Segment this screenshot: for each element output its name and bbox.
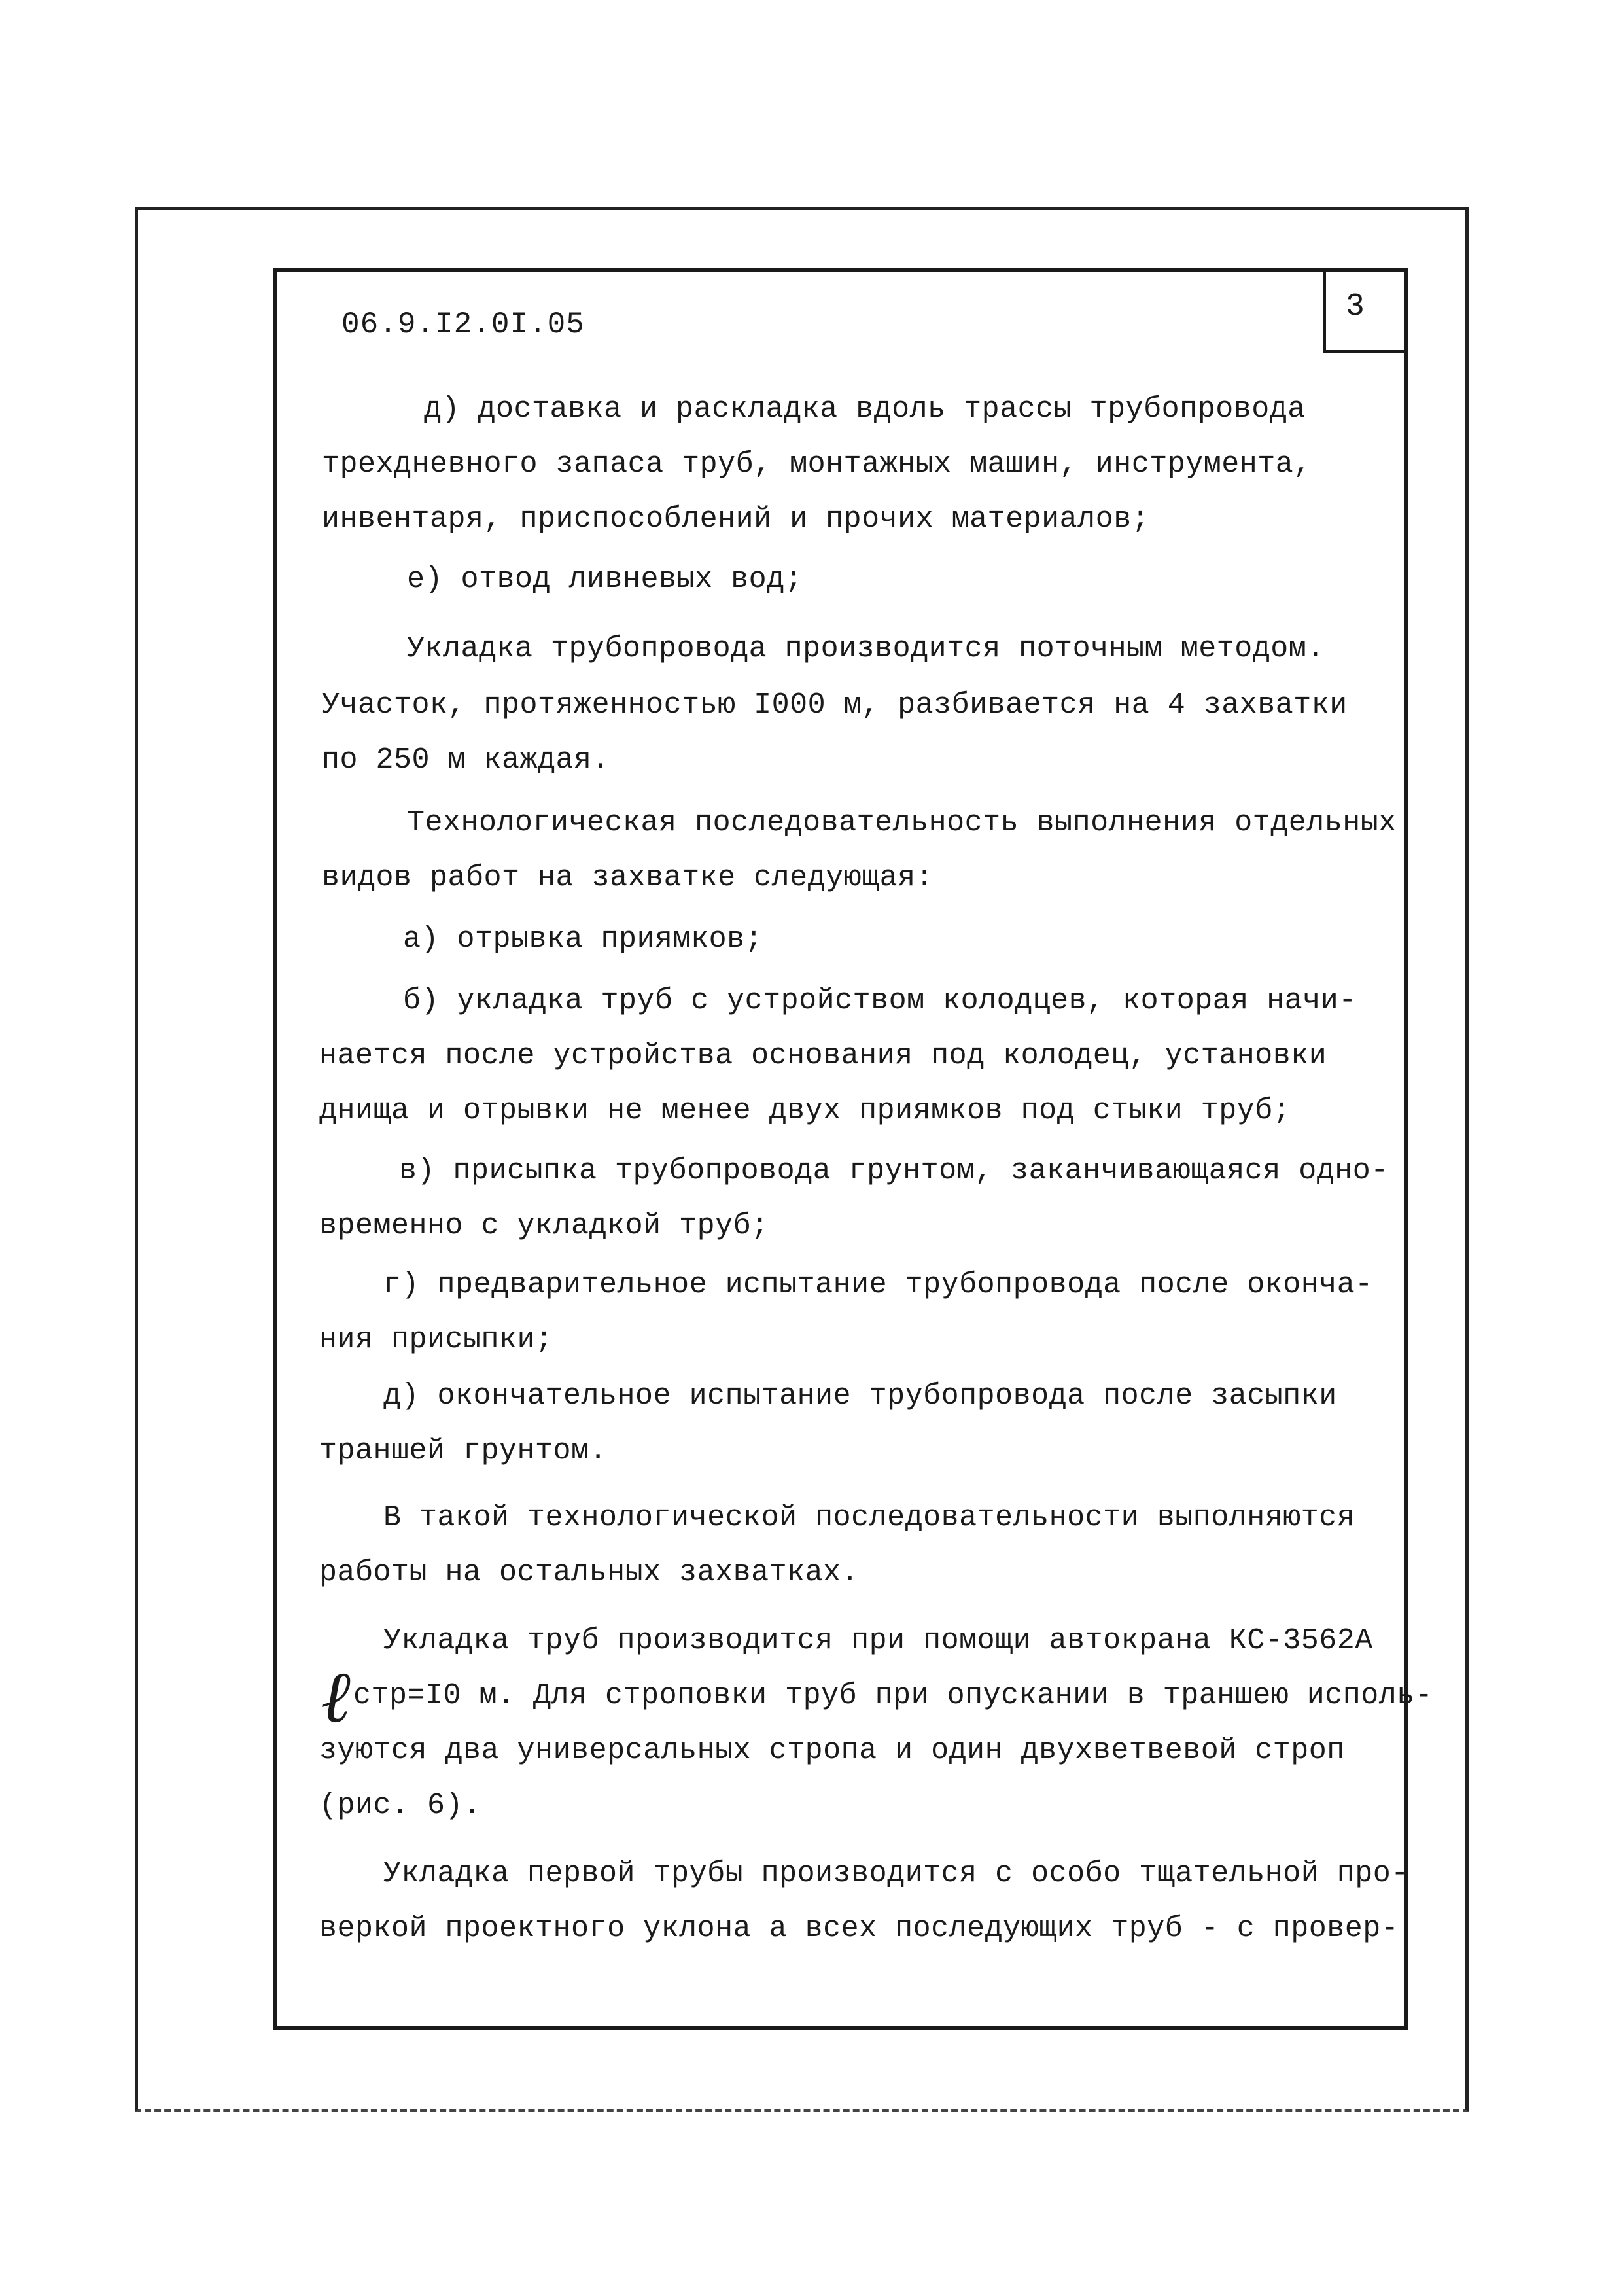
text-line: д) доставка и раскладка вдоль трассы трубопровода xyxy=(424,393,1306,426)
text-line: Укладка трубопровода производится поточным методом. xyxy=(407,632,1325,665)
text-line: б) укладка труб с устройством колодцев, которая начи- xyxy=(403,984,1357,1017)
page-number-box xyxy=(1323,272,1405,353)
text-line: инвентаря, приспособлений и прочих материалов; xyxy=(322,503,1150,536)
text-line: работы на остальных захватках. xyxy=(319,1556,860,1589)
text-line: зуются два универсальных стропа и один двухветвевой строп xyxy=(319,1734,1345,1767)
text-line: а) отрывка приямков; xyxy=(403,923,763,956)
text-line: по 250 м каждая. xyxy=(322,743,610,777)
text-line: траншей грунтом. xyxy=(319,1434,608,1468)
handwritten-l-mark: ℓ xyxy=(321,1655,351,1739)
text-line: Укладка первой трубы производится с особо тщательной про- xyxy=(383,1857,1409,1890)
text-line: трехдневного запаса труб, монтажных машин, инструмента, xyxy=(322,448,1312,481)
text-line: днища и отрывки не менее двух приямков под стыки труб; xyxy=(319,1094,1291,1127)
text-line: Участок, протяженностью I000 м, разбивается на 4 захватки xyxy=(322,688,1348,722)
text-line: Технологическая последовательность выполнения отдельных xyxy=(407,806,1397,839)
text-line: видов работ на захватке следующая: xyxy=(322,861,934,894)
text-line: д) окончательное испытание трубопровода после засыпки xyxy=(383,1379,1337,1413)
text-line: В такой технологической последовательности выполняются xyxy=(383,1501,1355,1534)
text-line: ния присыпки; xyxy=(319,1323,553,1356)
text-line: е) отвод ливневых вод; xyxy=(407,563,803,596)
text-line: Укладка труб производится при помощи автокрана КС-3562А xyxy=(383,1624,1373,1657)
text-line: в) присыпка трубопровода грунтом, заканчивающаяся одно- xyxy=(399,1154,1389,1188)
text-line: временно с укладкой труб; xyxy=(319,1209,769,1243)
text-line: г) предварительное испытание трубопровода после оконча- xyxy=(383,1268,1373,1301)
page-number: 3 xyxy=(1346,289,1365,325)
text-line: стр=I0 м. Для строповки труб при опускании в траншею исполь- xyxy=(353,1679,1433,1712)
text-line: веркой проектного уклона а всех последующих труб - с провер- xyxy=(319,1912,1399,1945)
document-code: 06.9.I2.0I.05 xyxy=(341,308,585,342)
text-line: (рис. 6). xyxy=(319,1789,481,1822)
text-line: нается после устройства основания под колодец, установки xyxy=(319,1039,1327,1072)
